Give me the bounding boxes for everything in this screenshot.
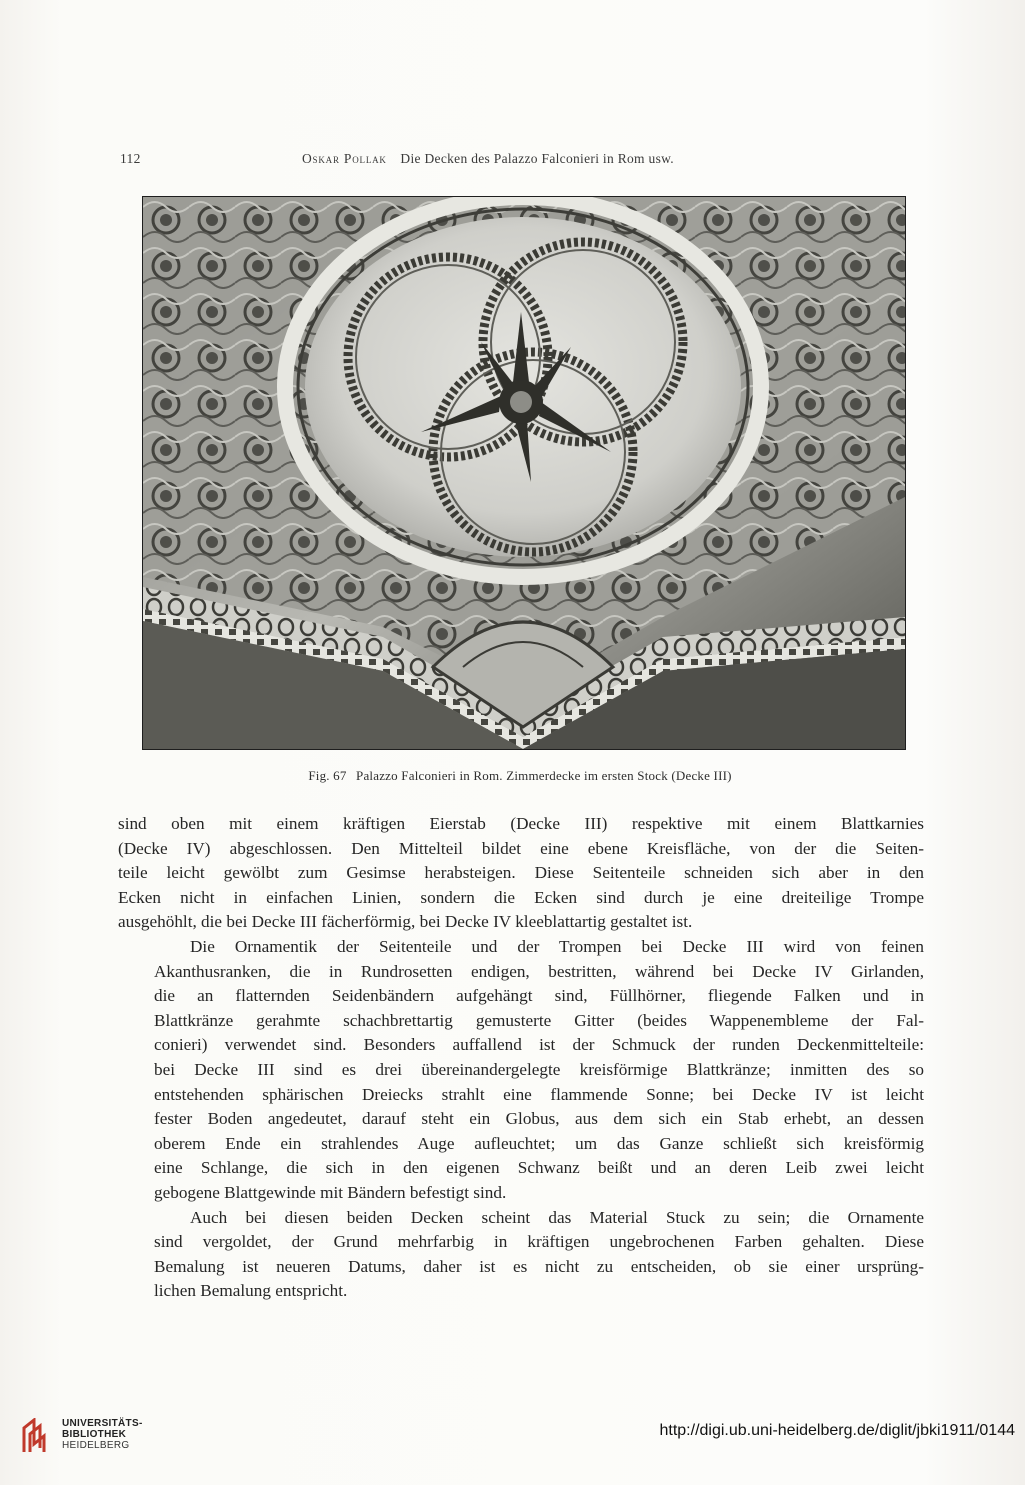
body-text: [118, 812, 924, 1304]
library-name-line: BIBLIOTHEK: [62, 1429, 127, 1440]
text-line: Bemalung ist neueren Datums, daher ist es nicht zu entscheiden, ob sie einer ursprüng-: [154, 1256, 924, 1276]
library-name-line: UNIVERSITÄTS-: [62, 1418, 143, 1429]
text-line: Akanthusranken, die in Rundrosetten endigen, bestritten, während bei Decke IV Girlanden,: [154, 961, 924, 981]
page-number: 112: [120, 151, 141, 166]
text-line: die an flatternden Seidenbändern aufgehängt sind, Füllhörner, fliegende Falken und in: [154, 986, 924, 1006]
text-line: lichen Bemalung entspricht.: [154, 1281, 348, 1301]
author-name: Oskar Pollak: [302, 151, 387, 166]
paragraph-1: [118, 812, 924, 935]
paragraph-2: [118, 935, 924, 1206]
text-line: bei Decke III sind es drei übereinandergelegte kreisförmige Blattkränze; inmitten des so: [154, 1059, 924, 1079]
text-line: teile leicht gewölbt zum Gesimse herabsteigen. Diese Seitenteile schneiden sich aber in den: [118, 863, 924, 883]
ceiling-photograph: [142, 196, 906, 750]
article-title: Die Decken des Palazzo Falconieri in Rom usw.: [400, 151, 674, 166]
university-library-logo-icon: [20, 1418, 56, 1454]
figure-label: Fig. 67: [308, 768, 347, 783]
text-line: oberem Ende ein strahlendes Auge aufleuchtet; um das Ganze schließt sich kreisförmig: [154, 1133, 924, 1153]
text-line: eine Schlange, die sich in den eigenen Schwanz beißt und an deren Leib zwei leicht: [154, 1158, 924, 1178]
text-line: Die Ornamentik der Seitenteile und der Trompen bei Decke III wird von feinen: [190, 936, 924, 956]
text-line: entstehenden sphärischen Dreiecks strahlt eine flammende Sonne; bei Decke IV ist leicht: [154, 1084, 924, 1104]
ceiling-photo-illustration: [143, 197, 905, 749]
library-name-line: HEIDELBERG: [62, 1440, 130, 1451]
paragraph-3: [118, 1206, 924, 1304]
source-url-link[interactable]: http://digi.ub.uni-heidelberg.de/diglit/jbki1911/0144: [659, 1422, 1015, 1439]
text-line: sind oben mit einem kräftigen Eierstab (Decke III) respektive mit einem Blattkarnies: [118, 814, 924, 833]
text-line: ausgehöhlt, die bei Decke III fächerförmig, bei Decke IV kleeblattartig gestaltet ist.: [118, 912, 693, 932]
running-head: [120, 151, 920, 171]
text-line: Auch bei diesen beiden Decken scheint das Material Stuck zu sein; die Ornamente: [190, 1207, 924, 1227]
text-line: (Decke IV) abgeschlossen. Den Mittelteil bildet eine ebene Kreisfläche, von der die Seiten-: [118, 838, 924, 858]
digitization-footer: [0, 1412, 1025, 1472]
text-line: Ecken nicht in einfachen Linien, sondern die Ecken sind durch je eine dreiteilige Trompe: [118, 887, 924, 907]
figure-caption: [120, 768, 920, 784]
text-line: fester Boden angedeutet, darauf steht ein Globus, aus dem sich ein Stab erhebt, an dessen: [154, 1109, 924, 1129]
text-line: Blattkränze gerahmte schachbrettartig gemusterte Gitter (beides Wappenembleme der Fal-: [154, 1010, 924, 1030]
library-name: [62, 1418, 143, 1451]
text-line: gebogene Blattgewinde mit Bändern befestigt sind.: [154, 1182, 507, 1202]
text-line: conieri) verwendet sind. Besonders auffallend ist der Schmuck der runden Deckenmittelteile:: [154, 1035, 924, 1055]
text-line: sind vergoldet, der Grund mehrfarbig in kräftigen ungebrochenen Farben gehalten. Diese: [154, 1232, 924, 1252]
running-title: [302, 151, 674, 167]
figure-caption-text: Palazzo Falconieri in Rom. Zimmerdecke im ersten Stock (Decke III): [356, 768, 732, 783]
